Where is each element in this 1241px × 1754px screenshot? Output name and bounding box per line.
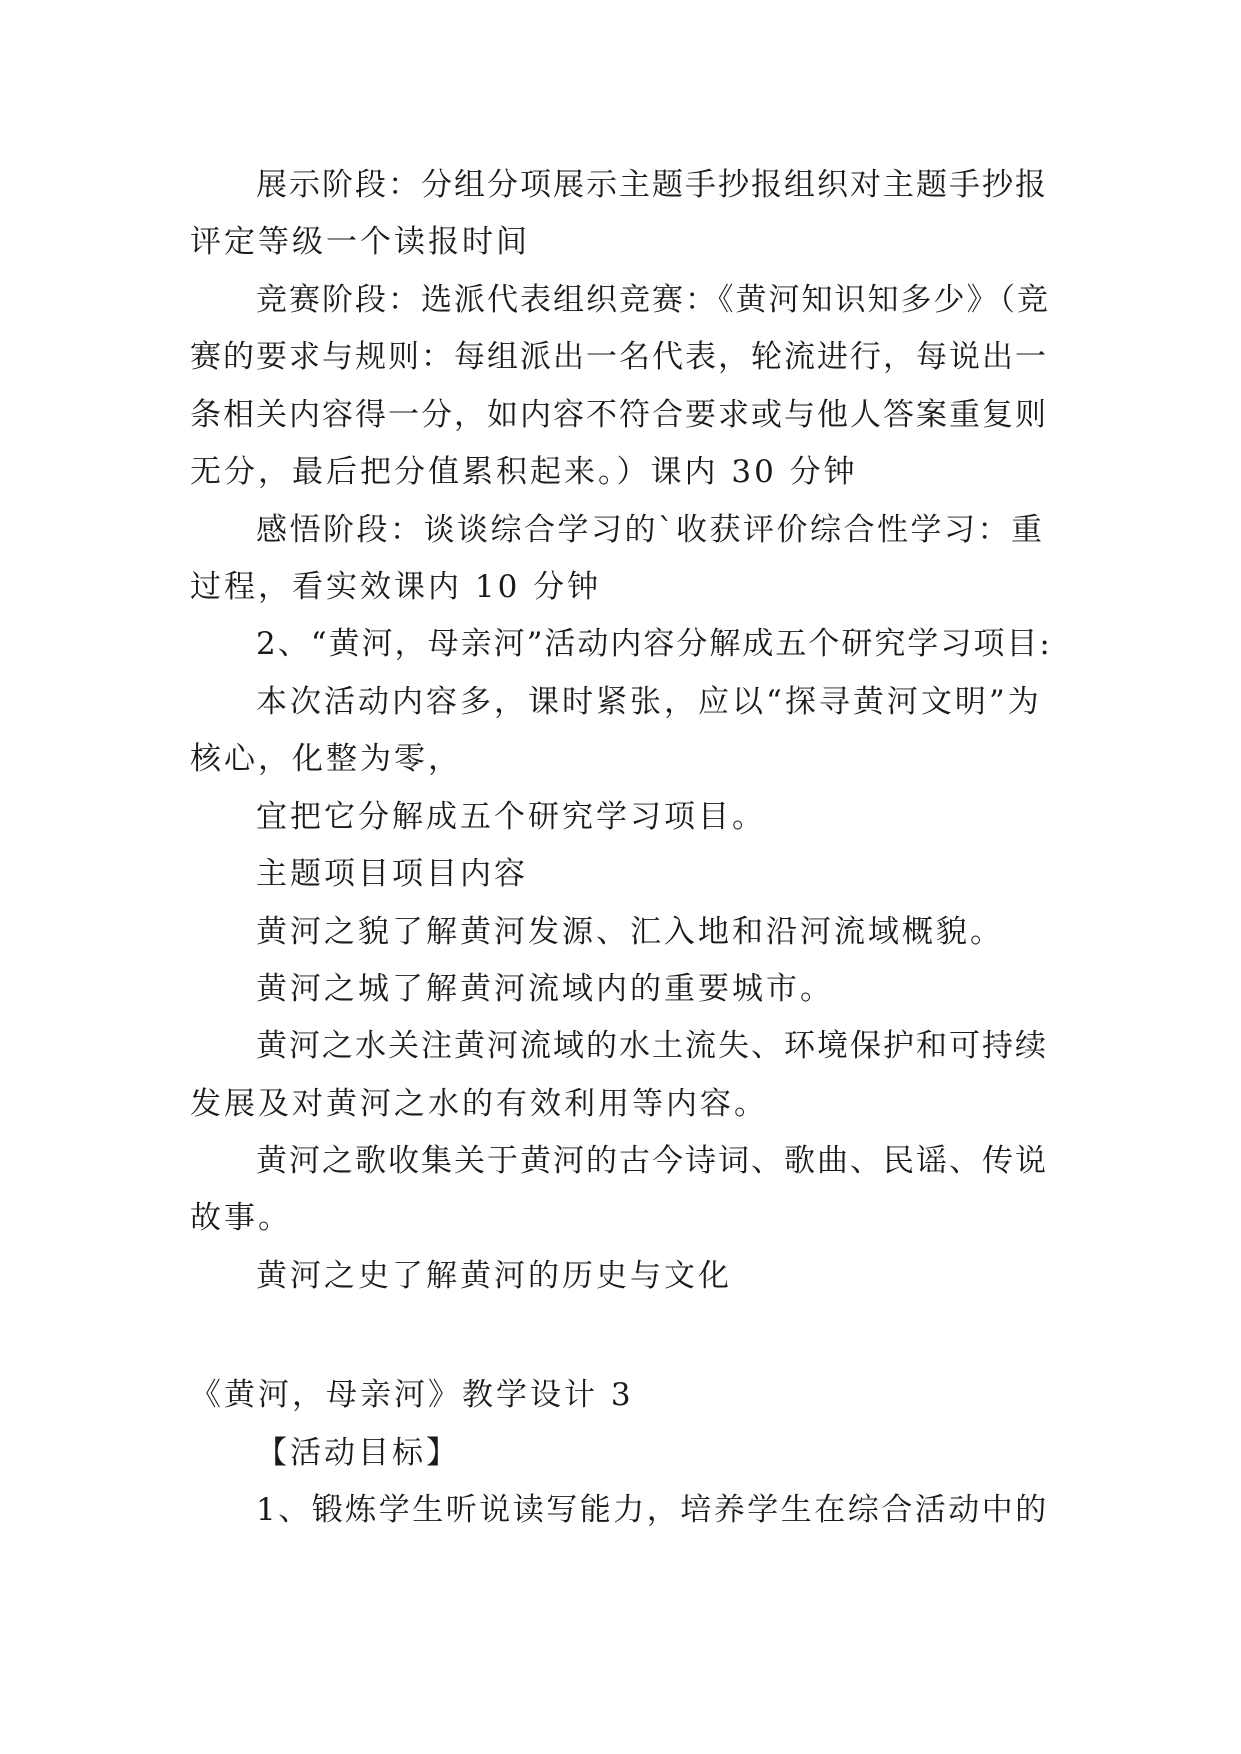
paragraph-line: 赛的要求与规则：每组派出一名代表，轮流进行，每说出一 [190,339,1048,375]
paragraph-line: 评定等级一个读报时间 [190,224,530,260]
paragraph-line: 核心，化整为零， [190,741,462,777]
paragraph-line: 本次活动内容多，课时紧张，应以“探寻黄河文明”为 [256,684,1042,720]
paragraph-line: 黄河之城了解黄河流域内的重要城市。 [256,971,834,1007]
paragraph-line: 展示阶段：分组分项展示主题手抄报组织对主题手抄报 [256,167,1048,203]
paragraph-line: 竞赛阶段：选派代表组织竞赛：《黄河知识知多少》（竞 [256,282,1050,318]
paragraph-line: 发展及对黄河之水的有效利用等内容。 [190,1086,768,1122]
paragraph-line: 2、“黄河，母亲河”活动内容分解成五个研究学习项目: [256,626,1052,662]
paragraph-line: 主题项目项目内容 [256,856,528,892]
paragraph-line: 过程，看实效课内 10 分钟 [190,569,602,605]
paragraph-line: 无分，最后把分值累积起来。）课内 30 分钟 [190,454,858,490]
paragraph-line: 条相关内容得一分，如内容不符合要求或与他人答案重复则 [190,397,1048,433]
section-heading: 《黄河，母亲河》教学设计 3 [190,1377,634,1413]
paragraph-line: 感悟阶段：谈谈综合学习的`收获评价综合性学习：重 [256,512,1045,548]
paragraph-line: 黄河之貌了解黄河发源、汇入地和沿河流域概貌。 [256,914,1004,950]
subheading: 【活动目标】 [256,1435,460,1471]
paragraph-line: 黄河之水关注黄河流域的水土流失、环境保护和可持续 [256,1028,1048,1064]
paragraph-line: 宜把它分解成五个研究学习项目。 [256,799,766,835]
paragraph-line: 黄河之史了解黄河的历史与文化 [256,1258,732,1294]
paragraph-line: 1、锻炼学生听说读写能力，培养学生在综合活动中的 [256,1492,1049,1528]
paragraph-line: 故事。 [190,1200,292,1236]
paragraph-line: 黄河之歌收集关于黄河的古今诗词、歌曲、民谣、传说 [256,1143,1048,1179]
